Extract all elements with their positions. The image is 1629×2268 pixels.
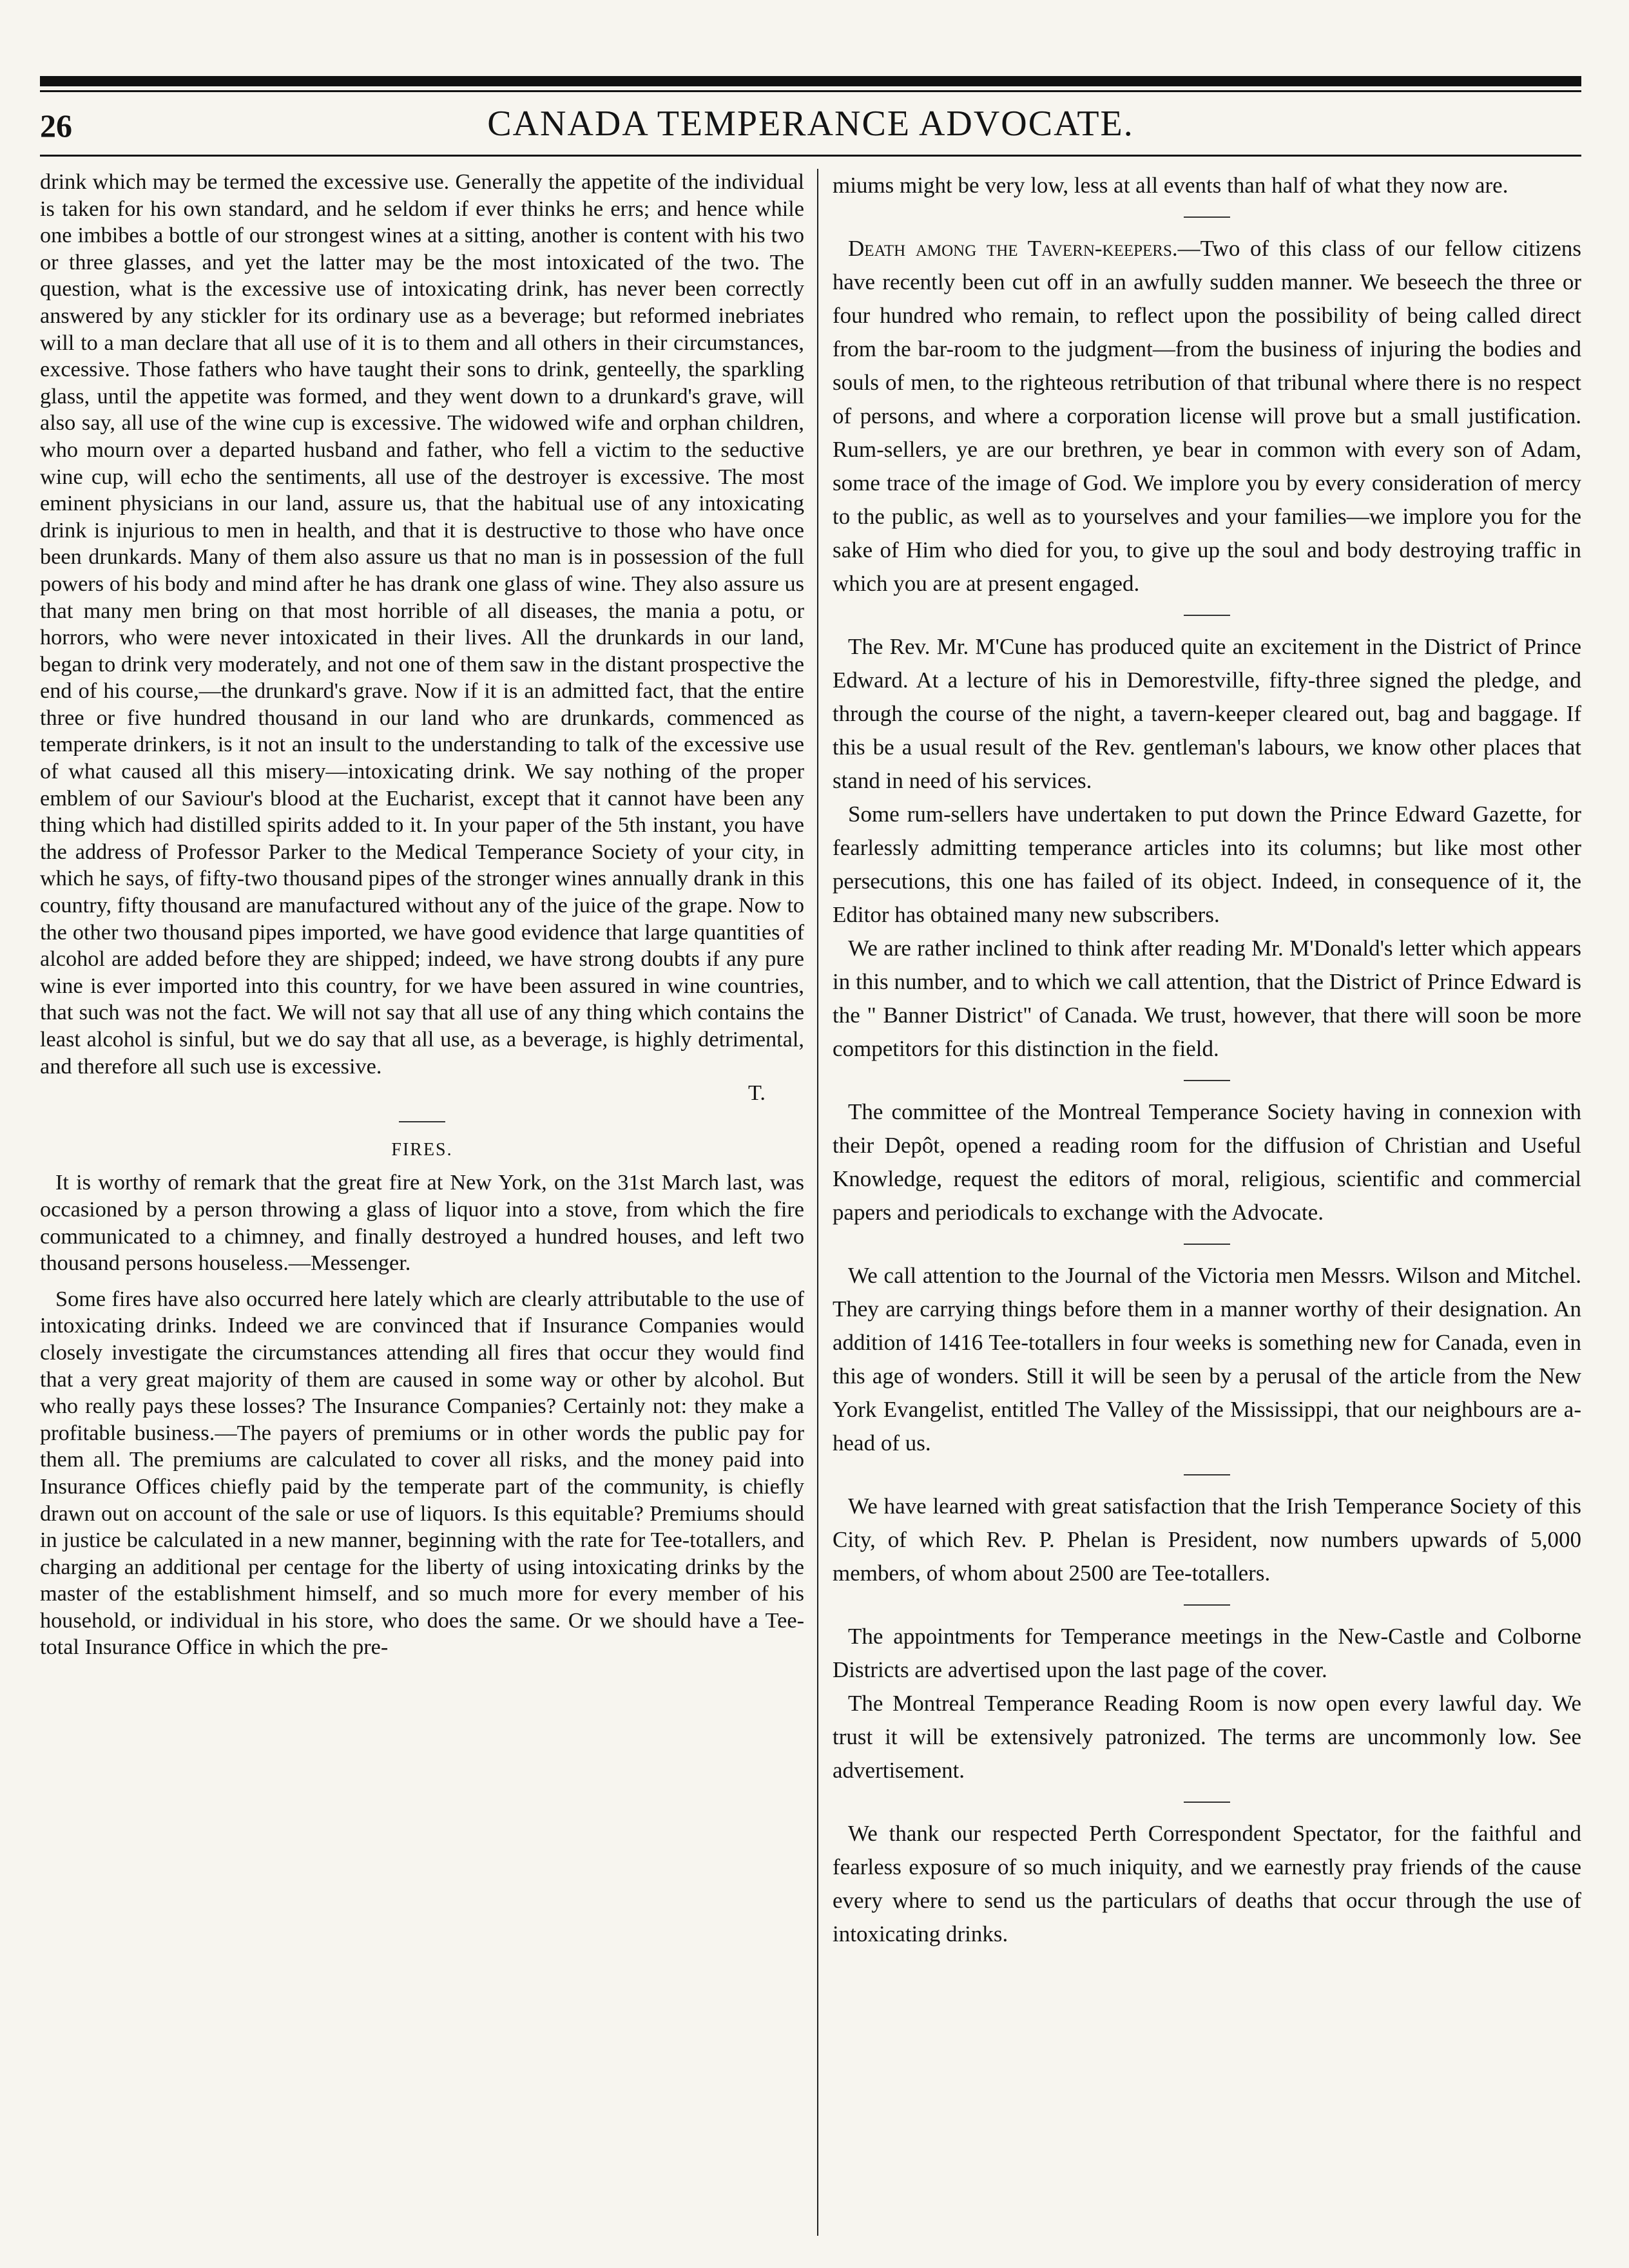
top-thick-rule [40, 76, 1581, 86]
separator-rule [1184, 216, 1230, 218]
separator-rule [1184, 1244, 1230, 1245]
fires-paragraph-1: It is worthy of remark that the great fire at New York, on the 31st March last, was occasioned by a person throwing a glass of liquor into a stove, from which the fire communicated to a chimney, and finally destroyed a hundred houses, and left two thousand persons houseless.—Messenger. [40, 1170, 804, 1276]
right-paragraph-mccune: The Rev. Mr. M'Cune has produced quite an excitement in the District of Prince Edward. At a lecture of his in Demorestville, fifty-three signed the pledge, and through the course of the night, a tavern-keeper cleared out, bag and baggage. If this be a usual result of the Rev. gentleman's labours, we know other places that stand in need of his services. [833, 634, 1581, 793]
tavern-keepers-text: —Two of this class of our fellow citizens have recently been cut off in an awfully sudden manner. We beseech the three or four hundred who remain, to reflect upon the possibility of being called direct from the bar-room to the judgment—from the business of injuring the bodies and souls of men, to the righteous retribution of that tribunal where there is no respect of persons, and where a corporation license will prove but a small justification. Rum-sellers, ye are our brethren, ye bear in common with every son of Adam, some trace of the image of God. We implore you by every consideration of mercy to the public, as well as to yourselves and your families—we implore you for the sake of Him who died for you, to give up the soul and body destroying traffic in which you are at present engaged. [833, 236, 1582, 596]
fires-paragraph-2: Some fires have also occurred here lately which are clearly attributable to the use of intoxicating drinks. Indeed we are convinced that if Insurance Companies would closely investigate the circumstances attending all fires that occur they would find that a very great majority of them are caused in some way or other by alcohol. But who really pays these losses? The Insurance Companies? Certainly not: they make a profitable business.—The payers of premiums or in other words the public pay for them all. The premiums are calculated to cover all risks, and the money paid into Insurance Offices chiefly paid by the temperate part of the community, is chiefly drawn out on account of the sale or use of liquors. Is this equitable? Premiums should in justice be calculated in a new manner, beginning with the rate for Tee-totallers, and charging an additional per centage for the liberty of using intoxicating drinks by the master of the establishment himself, and so much more for every member of his household, or individual in his store, who does the same. Or we should have a Tee-total Insurance Office in which the pre- [40, 1286, 804, 1660]
right-paragraph-gazette: Some rum-sellers have undertaken to put down the Prince Edward Gazette, for fearlessly admitting temperance articles into its columns; but like most other persecutions, this one has failed of its object. Indeed, in consequence of it, the Editor has obtained many new subscribers. [833, 802, 1581, 927]
left-column [40, 169, 804, 1661]
tavern-keepers-heading: Death among the Tavern-keepers. [848, 236, 1178, 261]
separator-rule [1184, 1604, 1230, 1606]
separator-rule [1184, 1474, 1230, 1475]
right-paragraph-appointments: The appointments for Temperance meetings in the New-Castle and Colborne Districts are advertised upon the last page of the cover. [833, 1624, 1581, 1682]
right-paragraph-perth-correspondent: We thank our respected Perth Correspondent Spectator, for the faithful and fearless exposure of so much iniquity, and we earnestly pray friends of the cause every where to send us the particulars of deaths that occur through the use of intoxicating drinks. [833, 1821, 1581, 1946]
top-thin-rule [40, 90, 1581, 92]
right-paragraph-irish-society: We have learned with great satisfaction that the Irish Temperance Society of this City, of which Rev. P. Phelan is President, now numbers upwards of 5,000 members, of whom about 2500 are Tee-totallers. [833, 1494, 1581, 1586]
separator-rule [1184, 615, 1230, 616]
section-title-fires: FIRES. [391, 1139, 453, 1160]
separator-rule [1184, 1080, 1230, 1081]
separator-rule [1184, 1802, 1230, 1803]
separator-rule [399, 1121, 445, 1122]
page-header [40, 103, 1581, 155]
right-paragraph-tavern-keepers [833, 232, 1581, 601]
right-paragraph-premiums: miums might be very low, less at all events than half of what they now are. [833, 173, 1509, 198]
newspaper-title: CANADA TEMPERANCE ADVOCATE. [487, 104, 1134, 144]
header-rule [40, 155, 1581, 157]
page-number: 26 [40, 108, 72, 144]
column-divider [817, 169, 818, 2236]
right-paragraph-reading-room-open: The Montreal Temperance Reading Room is now open every lawful day. We trust it will be extensively patronized. The terms are uncommonly low. See advertisement. [833, 1691, 1581, 1783]
right-paragraph-reading-room: The committee of the Montreal Temperance Society having in connexion with their Depôt, opened a reading room for the diffusion of Christian and Useful Knowledge, request the editors of moral, religious, scientific and commercial papers and periodicals to exchange with the Advocate. [833, 1099, 1581, 1225]
right-paragraph-victoria-men: We call attention to the Journal of the Victoria men Messrs. Wilson and Mitchel. They are carrying things before them in a manner worthy of their designation. An addition of 1416 Tee-totallers in four weeks is something new for Canada, even in this age of wonders. Still it will be seen by a perusal of the article from the New York Evangelist, entitled The Valley of the Mississippi, that our neighbours are a-head of us. [833, 1263, 1581, 1456]
article-signature: T. [748, 1081, 766, 1106]
article-excessive-use: drink which may be termed the excessive use. Generally the appetite of the individual is taken for his own standard, and he seldom if ever thinks he errs; and hence while one imbibes a bottle of our strongest wines at a sitting, another is content with his two or three glasses, and yet the latter may be the most intoxicated of the two. The question, what is the excessive use of intoxicating drink, has never been correctly answered by any stickler for its ordinary use as a beverage; but reformed inebriates will to a man declare that all use of it is to them and all others in their circumstances, excessive. Those fathers who have taught their sons to drink, genteelly, the sparkling glass, until the appetite was formed, and they went down to a drunkard's grave, will also say, all use of the wine cup is excessive. The widowed wife and orphan children, who mourn over a departed husband and father, who fell a victim to the seductive wine cup, will echo the sentiments, all use of the destroyer is excessive. The most eminent physicians in our land, assure us, that the habitual use of any intoxicating drink is injurious to men in health, and that it is destructive to those who have once been drunkards. Many of them also assure us that no man is in possession of the full powers of his body and mind after he has drank one glass of wine. They also assure us that many men bring on that most horrible of all diseases, the mania a potu, or horrors, who were never intoxicated in their lives. All the drunkards in our land, began to drink very moderately, and not one of them saw in the distant prospective the end of his course,—the drunkard's grave. Now if it is an admitted fact, that the entire three or five hundred thousand in our land who are drunkards, commenced as temperate drinkers, is it not an insult to the understanding to talk of the excessive use of what caused all this misery—intoxicating drink. We say nothing of the proper emblem of our Saviour's blood at the Eucharist, except that it cannot have been any thing which had distilled spirits added to it. In your paper of the 5th instant, you have the address of Professor Parker to the Medical Temperance Society of your city, in which he says, of fifty-two thousand pipes of the stronger wines annually drank in this country, fifty thousand are manufactured without any of the juice of the grape. Now to the other two thousand pipes imported, we have good evidence that large quantities of alcohol are added before they are shipped; indeed, we have strong doubts if any pure wine is ever imported into this country, for we have been assured in wine countries, that such was not the fact. We will not say that all use of any thing which contains the least alcohol is sinful, but we do say that all use, as a beverage, is highly detrimental, and therefore all such use is excessive. [40, 169, 804, 1079]
right-column [833, 169, 1581, 1951]
right-paragraph-banner-district: We are rather inclined to think after reading Mr. M'Donald's letter which appears in this number, and to which we call attention, that the District of Prince Edward is the " Banner District" of Canada. We trust, however, that there will soon be more competitors for this distinction in the field. [833, 936, 1581, 1061]
